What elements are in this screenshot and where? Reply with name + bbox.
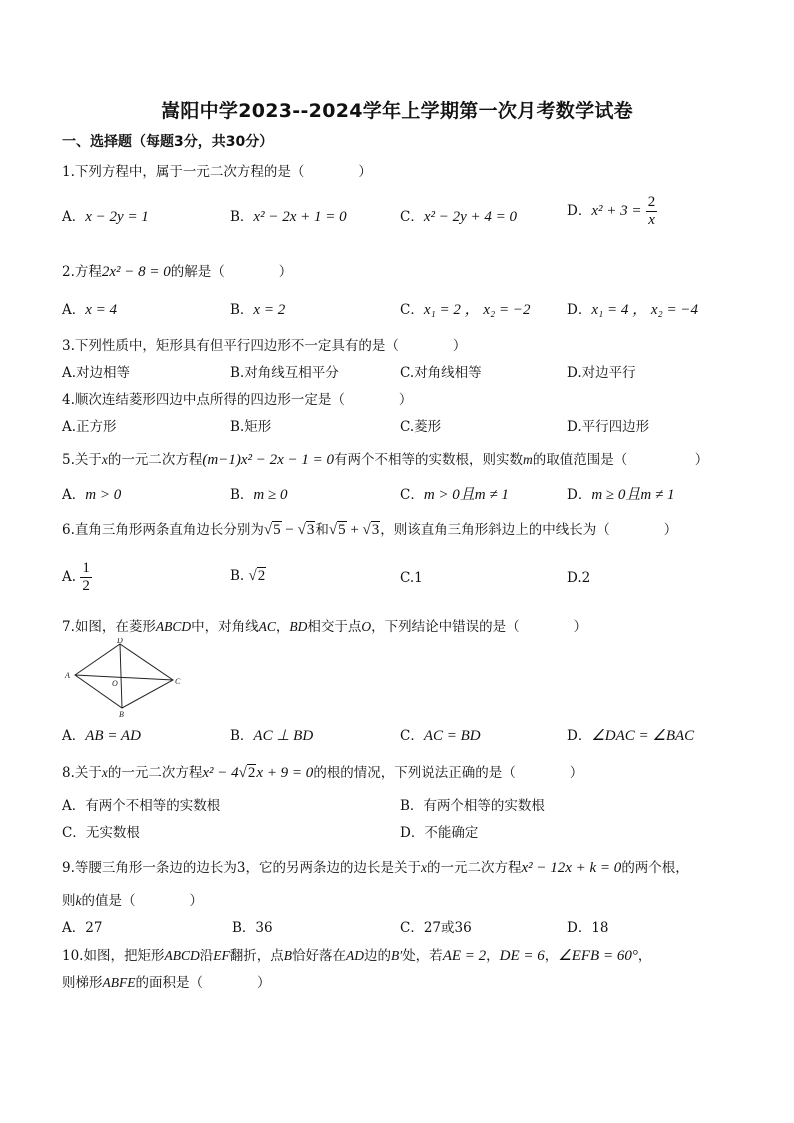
- question-5-stem: 5.关于x的一元二次方程(m−1)x² − 2x − 1 = 0有两个不相等的实数根，则实数m的取值范围是（ ）: [62, 452, 709, 468]
- q5-option-b: B．m ≥ 0: [230, 487, 288, 503]
- q7-option-d: D．∠DAC = ∠BAC: [567, 728, 695, 744]
- q8-option-a: A．有两个不相等的实数根: [62, 798, 221, 814]
- q2-option-b: B．x = 2: [230, 302, 286, 318]
- q8-option-b: B．有两个相等的实数根: [400, 798, 545, 814]
- question-4-stem: 4.顺次连结菱形四边中点所得的四边形一定是（ ）: [62, 392, 413, 408]
- q6-option-a: A. $\frac{1}{2}$: [62, 560, 90, 594]
- vertex-a-label: A: [65, 671, 70, 680]
- q3-option-b: B.对角线互相平分: [230, 365, 339, 381]
- vertex-b-label: B: [119, 710, 124, 719]
- q7-option-b: B．AC ⊥ BD: [230, 728, 314, 744]
- q3-option-d: D.对边平行: [567, 365, 636, 381]
- q7-option-c: C．AC = BD: [400, 728, 481, 744]
- diagonal-bd: [120, 644, 122, 708]
- q3-option-a: A.对边相等: [62, 365, 131, 381]
- question-3-stem: 3.下列性质中，矩形具有但平行四边形不一定具有的是（ ）: [62, 338, 467, 354]
- q9-option-d: D．18: [567, 920, 609, 936]
- q9-option-b: B．36: [232, 920, 273, 936]
- q4-option-b: B.矩形: [230, 419, 272, 435]
- q1-option-a: A．x − 2y = 1: [62, 209, 149, 225]
- diagonal-ac: [75, 675, 173, 680]
- q5-option-a: A．m > 0: [62, 487, 122, 503]
- vertex-d-label: D: [117, 638, 123, 645]
- q1-option-c: C．x² − 2y + 4 = 0: [400, 209, 518, 225]
- q6-option-b: B. √2: [230, 568, 266, 584]
- vertex-c-label: C: [175, 677, 181, 686]
- q6-option-d: D.2: [567, 570, 591, 586]
- q2-option-c: C．x₁ = 2 ， x₂ = −2: [400, 302, 531, 318]
- q7-option-a: A．AB = AD: [62, 728, 141, 744]
- section-heading: 一、选择题（每题3分，共30分）: [62, 134, 274, 150]
- rhombus-figure: [62, 638, 182, 720]
- q5-option-c: C．m > 0且m ≠ 1: [400, 487, 509, 503]
- q5-option-d: D．m ≥ 0且m ≠ 1: [567, 487, 675, 503]
- q8-option-c: C．无实数根: [62, 825, 140, 841]
- q9-option-a: A．27: [62, 920, 103, 936]
- q4-option-c: C.菱形: [400, 419, 442, 435]
- question-9-stem: 9.等腰三角形一条边的边长为3，它的另两条边的边长是关于x的一元二次方程x² − 12x + k = 0的两个根，: [62, 860, 689, 876]
- question-9-stem-line2: 则k的值是（ ）: [62, 893, 203, 909]
- q6-option-c: C.1: [400, 570, 423, 586]
- question-2-stem: 2.方程2x² − 8 = 0的解是（ ）: [62, 264, 293, 280]
- q4-option-d: D.平行四边形: [567, 419, 650, 435]
- q3-option-c: C.对角线相等: [400, 365, 482, 381]
- q2-option-d: D．x₁ = 4 ， x₂ = −4: [567, 302, 698, 318]
- q4-option-a: A.正方形: [62, 419, 117, 435]
- q9-option-c: C．27或36: [400, 920, 472, 936]
- question-8-stem: 8.关于x的一元二次方程x² − 4√2x + 9 = 0的根的情况，下列说法正确的是（ ）: [62, 765, 584, 781]
- question-1-stem: 1.下列方程中，属于一元二次方程的是（ ）: [62, 164, 372, 180]
- q8-option-d: D．不能确定: [400, 825, 479, 841]
- question-10-stem-line2: 则梯形ABFE的面积是（ ）: [62, 975, 271, 991]
- sqrt-expression: √5 + √3: [328, 522, 380, 538]
- q2-option-a: A．x = 4: [62, 302, 118, 318]
- question-7-stem: 7.如图，在菱形ABCD中，对角线AC，BD相交于点O，下列结论中错误的是（ ）: [62, 619, 588, 635]
- exam-title: 嵩阳中学2023--2024学年上学期第一次月考数学试卷: [161, 100, 633, 122]
- fraction: $\frac{2}{x}$: [647, 194, 656, 228]
- q1-option-b: B．x² − 2x + 1 = 0: [230, 209, 347, 225]
- q1-option-d: D．x² + 3 = $\frac{2}{x}$: [567, 194, 656, 228]
- fraction: $\frac{1}{2}$: [82, 560, 90, 594]
- center-o-label: O: [112, 679, 118, 688]
- question-6-stem: 6.直角三角形两条直角边长分别为√5 − √3和√5 + √3，则该直角三角形斜边上的中线长为（ ）: [62, 522, 678, 538]
- sqrt-expression: √5 − √3: [263, 522, 315, 538]
- question-10-stem: 10.如图，把矩形ABCD沿EF翻折，点B恰好落在AD边的B′处，若AE = 2，DE = 6，∠EFB = 60°，: [62, 948, 652, 964]
